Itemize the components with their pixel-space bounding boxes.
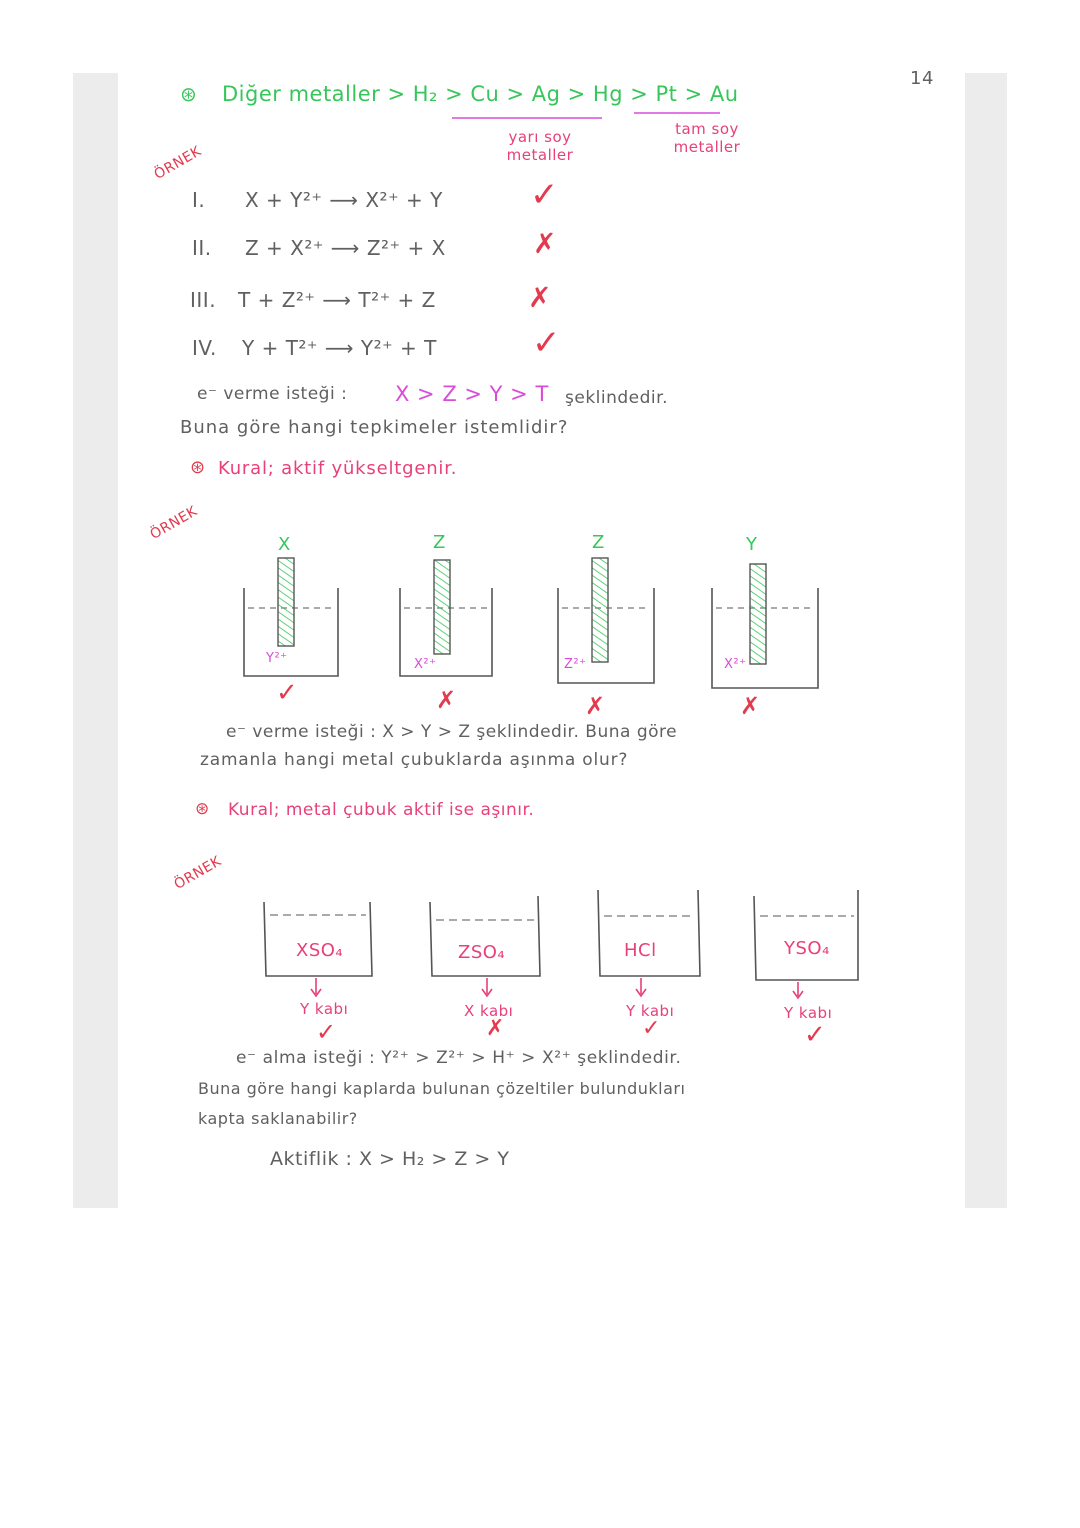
- container-2-vessel: X kabı: [464, 1002, 514, 1020]
- container-2-solution: ZSO₄: [458, 942, 506, 963]
- example-label-1: ÖRNEK: [151, 143, 205, 183]
- reaction-1-equation: X + Y²⁺ ⟶ X²⁺ + Y: [245, 188, 443, 212]
- container-1-vessel: Y kabı: [300, 1000, 349, 1018]
- tendency-suffix-1: şeklindedir.: [565, 388, 668, 408]
- container-4-solution: YSO₄: [784, 938, 830, 959]
- reaction-1-mark: ✓: [530, 175, 559, 215]
- example-label-3: ÖRNEK: [171, 853, 225, 893]
- container-3-solution: HCl: [624, 940, 657, 961]
- beaker-2-rod-label: Z: [433, 532, 446, 553]
- example-label-2: ÖRNEK: [147, 503, 201, 543]
- tendency-3: e⁻ alma isteği : Y²⁺ > Z²⁺ > H⁺ > X²⁺ şeklindedir.: [236, 1048, 682, 1068]
- question-3-line-1: Buna göre hangi kaplarda bulunan çözeltiler bulundukları: [198, 1079, 686, 1098]
- rule-1: Kural; aktif yükseltgenir.: [218, 458, 458, 479]
- page-number: 14: [910, 68, 934, 89]
- container-1-mark: ✓: [316, 1018, 337, 1046]
- container-4-mark: ✓: [804, 1020, 827, 1050]
- tendency-prefix-1: e⁻ verme isteği :: [197, 384, 348, 404]
- reaction-4-mark: ✓: [532, 323, 561, 363]
- activity-series: Diğer metaller > H₂ > Cu > Ag > Hg > Pt > Au: [222, 82, 739, 106]
- beaker-2-ion-label: X²⁺: [414, 657, 437, 672]
- question-1: Buna göre hangi tepkimeler istemlidir?: [180, 417, 569, 438]
- question-3-line-2: kapta saklanabilir?: [198, 1109, 358, 1128]
- beaker-3-rod-label: Z: [592, 532, 605, 553]
- beaker-1: [244, 558, 338, 676]
- activity-order: Aktiflik : X > H₂ > Z > Y: [270, 1148, 510, 1170]
- container-3-vessel: Y kabı: [626, 1002, 675, 1020]
- reaction-2-number: II.: [192, 236, 212, 260]
- beaker-3-mark: ✗: [585, 692, 606, 720]
- beaker-1-ion-label: Y²⁺: [266, 651, 288, 666]
- rule-2: Kural; metal çubuk aktif ise aşınır.: [228, 800, 535, 820]
- reaction-4-equation: Y + T²⁺ ⟶ Y²⁺ + T: [242, 336, 437, 360]
- container-1-solution: XSO₄: [296, 940, 344, 961]
- beaker-1-mark: ✓: [276, 678, 299, 708]
- beaker-4-mark: ✗: [740, 692, 761, 720]
- reaction-3-number: III.: [190, 288, 217, 312]
- reaction-2-mark: ✗: [533, 227, 557, 260]
- semi-noble-label: yarı soy metaller: [506, 128, 574, 164]
- reaction-1-number: I.: [192, 188, 206, 212]
- reaction-3-mark: ✗: [528, 281, 552, 314]
- beaker-4-ion-label: X²⁺: [724, 657, 747, 672]
- noble-label: tam soy metaller: [673, 120, 741, 156]
- container-2-mark: ✗: [486, 1016, 505, 1041]
- beaker-3-ion-label: Z²⁺: [564, 657, 587, 672]
- beaker-2-mark: ✗: [436, 686, 457, 714]
- tendency-2: e⁻ verme isteği : X > Y > Z şeklindedir. Buna göre: [226, 722, 678, 742]
- reaction-4-number: IV.: [192, 336, 217, 360]
- beaker-1-rod-label: X: [278, 534, 291, 555]
- container-4-vessel: Y kabı: [784, 1004, 833, 1022]
- tendency-order-1: X > Z > Y > T: [395, 382, 549, 406]
- series-star-icon: ⊛: [180, 82, 198, 106]
- container-3-mark: ✓: [642, 1016, 661, 1041]
- reaction-3-equation: T + Z²⁺ ⟶ T²⁺ + Z: [238, 288, 436, 312]
- beaker-4-rod-label: Y: [746, 534, 758, 555]
- reaction-2-equation: Z + X²⁺ ⟶ Z²⁺ + X: [245, 236, 446, 260]
- rule-2-star-icon: ⊛: [195, 799, 210, 819]
- question-2: zamanla hangi metal çubuklarda aşınma olur?: [200, 750, 629, 770]
- rule-1-star-icon: ⊛: [190, 457, 206, 478]
